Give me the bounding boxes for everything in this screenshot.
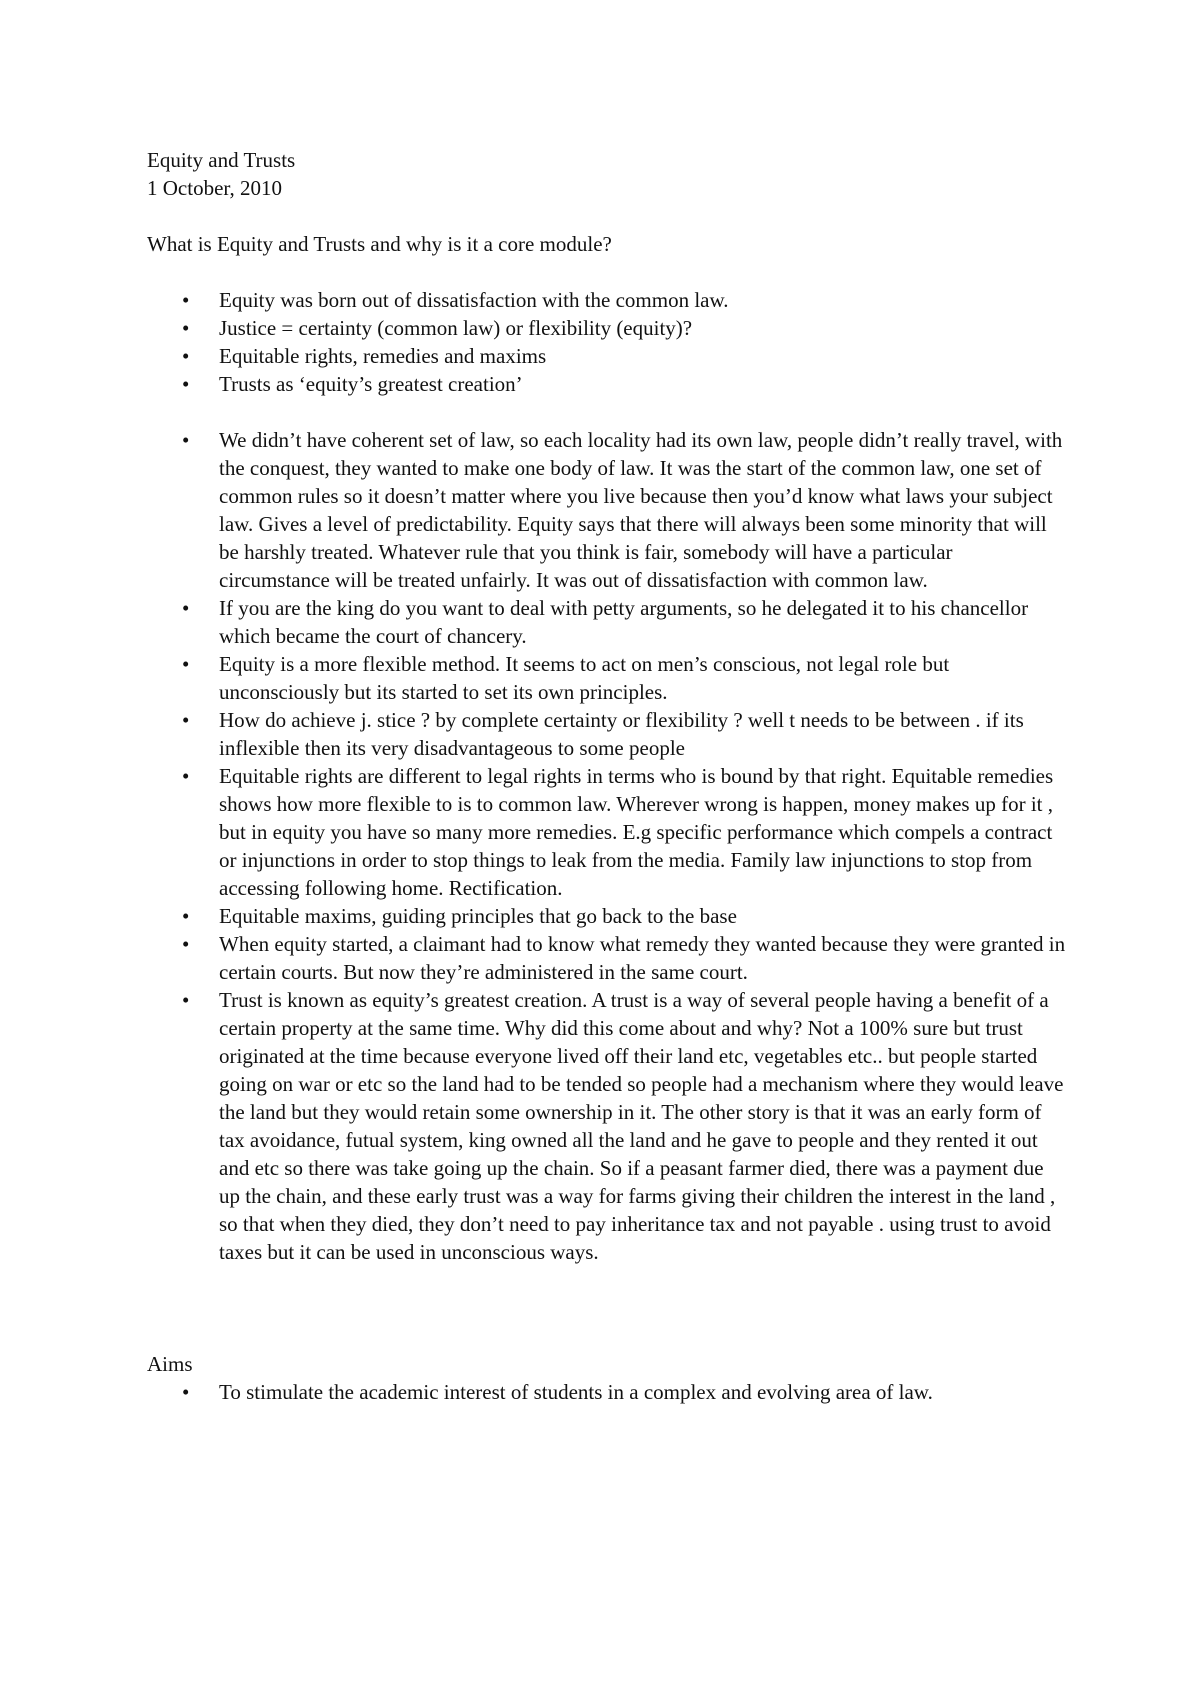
section-question: What is Equity and Trusts and why is it a core module? [147, 232, 612, 256]
list-item-text: When equity started, a claimant had to know what remedy they wanted because they were granted in certain courts. But now they’re administered in the same court. [219, 932, 1066, 984]
bullet-icon: • [182, 708, 190, 732]
list-item [147, 286, 1067, 314]
bullet-icon: • [182, 428, 190, 452]
spacer [147, 258, 1067, 286]
list-item [147, 1378, 1067, 1406]
list-item [147, 426, 1067, 594]
list-item-text: Equity was born out of dissatisfaction with the common law. [219, 288, 729, 312]
bullet-icon: • [182, 764, 190, 788]
aims-bullet-list [147, 1378, 1067, 1406]
list-item [147, 594, 1067, 650]
intro-bullet-list [147, 286, 1067, 398]
list-item-text: Trusts as ‘equity’s greatest creation’ [219, 372, 523, 396]
document-body [147, 146, 1067, 1406]
list-item [147, 986, 1067, 1266]
bullet-icon: • [182, 372, 190, 396]
spacer [147, 1266, 1067, 1350]
bullet-icon: • [182, 904, 190, 928]
document-date: 1 October, 2010 [147, 176, 283, 200]
spacer [147, 398, 1067, 426]
bullet-icon: • [182, 1380, 190, 1404]
bullet-icon: • [182, 288, 190, 312]
notes-bullet-list [147, 426, 1067, 1266]
list-item [147, 314, 1067, 342]
list-item [147, 706, 1067, 762]
document-title: Equity and Trusts [147, 148, 296, 172]
section-heading-aims: Aims [147, 1352, 193, 1376]
bullet-icon: • [182, 344, 190, 368]
list-item-text: If you are the king do you want to deal with petty arguments, so he delegated it to his chancellor which became the court of chancery. [219, 596, 1029, 648]
list-item [147, 930, 1067, 986]
list-item-text: Equitable rights are different to legal rights in terms who is bound by that right. Equitable remedies shows how more flexible to is to common law. Wherever wrong is happen, money makes up for it , but in equity you have so many more remedies. E.g specific performance which compels a contract or injunctions in order to stop things to leak from the media. Family law injunctions to stop from accessing following home. Rectification. [219, 764, 1054, 900]
list-item [147, 650, 1067, 706]
list-item [147, 342, 1067, 370]
spacer [147, 202, 1067, 230]
bullet-icon: • [182, 988, 190, 1012]
list-item-text: How do achieve j. stice ? by complete certainty or flexibility ? well t needs to be between . if its inflexible then its very disadvantageous to some people [219, 708, 1024, 760]
bullet-icon: • [182, 316, 190, 340]
bullet-icon: • [182, 596, 190, 620]
list-item-text: To stimulate the academic interest of students in a complex and evolving area of law. [219, 1380, 933, 1404]
list-item-text: Equitable maxims, guiding principles that go back to the base [219, 904, 737, 928]
list-item-text: Justice = certainty (common law) or flexibility (equity)? [219, 316, 693, 340]
list-item [147, 370, 1067, 398]
list-item-text: Equitable rights, remedies and maxims [219, 344, 547, 368]
list-item-text: We didn’t have coherent set of law, so each locality had its own law, people didn’t really travel, with the conquest, they wanted to make one body of law. It was the start of the common law, one set of common rules so it doesn’t matter where you live because then you’d know what laws your subject law. Gives a level of predictability. Equity says that there will always been some minority that will be harshly treated. Whatever rule that you think is fair, somebody will have a particular circumstance will be treated unfairly. It was out of dissatisfaction with common law. [219, 428, 1063, 592]
list-item [147, 902, 1067, 930]
list-item [147, 762, 1067, 902]
list-item-text: Trust is known as equity’s greatest creation. A trust is a way of several people having a benefit of a certain property at the same time. Why did this come about and why? Not a 100% sure but trust originated at the time because everyone lived off their land etc, vegetables etc.. but people started going on war or etc so the land had to be tended so people had a mechanism where they would leave the land but they would retain some ownership in it. The other story is that it was an early form of tax avoidance, futual system, king owned all the land and he gave to people and they rented it out and etc so there was take going up the chain. So if a peasant farmer died, there was a payment due up the chain, and these early trust was a way for farms giving their children the interest in the land , so that when they died, they don’t need to pay inheritance tax and not payable . using trust to avoid taxes but it can be used in unconscious ways. [219, 988, 1064, 1264]
bullet-icon: • [182, 932, 190, 956]
bullet-icon: • [182, 652, 190, 676]
list-item-text: Equity is a more flexible method. It seems to act on men’s conscious, not legal role but unconsciously but its started to set its own principles. [219, 652, 950, 704]
